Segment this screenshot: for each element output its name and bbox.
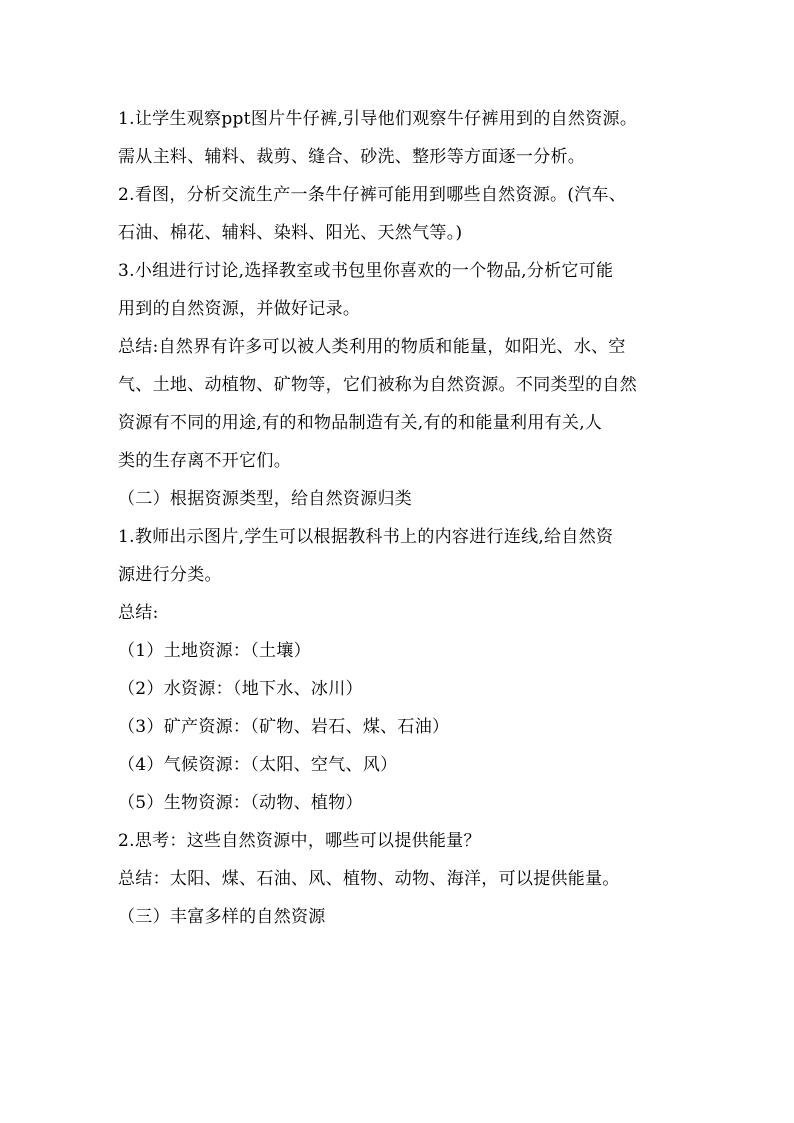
text-line-3: 2.看图，分析交流生产一条牛仔裤可能用到哪些自然资源。(汽车、 <box>118 185 627 205</box>
summary-energy-line: 总结：太阳、煤、石油、风、植物、动物、海洋，可以提供能量。 <box>118 869 620 889</box>
text-line-4: 石油、棉花、辅料、染料、阳光、天然气等。) <box>118 223 463 243</box>
text-line-6: 用到的自然资源，并做好记录。 <box>118 299 361 319</box>
text-line-1: 1.让学生观察ppt图片牛仔裤,引导他们观察牛仔裤用到的自然资源。 <box>118 109 638 129</box>
section-heading-2: （二）根据资源类型，给自然资源归类 <box>118 489 413 509</box>
summary-line-3: 资源有不同的用途,有的和物品制造有关,有的和能量利用有关,人 <box>118 413 603 433</box>
document-body <box>118 100 718 936</box>
section-heading-3: （三）丰富多样的自然资源 <box>118 907 326 927</box>
summary-line-1: 总结:自然界有许多可以被人类利用的物质和能量，如阳光、水、空 <box>118 337 626 357</box>
text-line-5: 3.小组进行讨论,选择教室或书包里你喜欢的一个物品,分析它可能 <box>118 261 614 281</box>
list-item-4: （4）气候资源：（太阳、空气、风） <box>118 755 398 775</box>
question-line: 2.思考：这些自然资源中，哪些可以提供能量？ <box>118 831 481 851</box>
list-item-5: （5）生物资源：（动物、植物） <box>118 793 363 813</box>
summary-line-4: 类的生存离不开它们。 <box>118 451 291 471</box>
text-line-7: 1.教师出示图片,学生可以根据教科书上的内容进行连线,给自然资 <box>118 527 614 547</box>
summary-label: 总结: <box>118 603 159 623</box>
text-line-2: 需从主料、辅料、裁剪、缝合、砂洗、整形等方面逐一分析。 <box>118 147 586 167</box>
summary-line-2: 气、土地、动植物、矿物等，它们被称为自然资源。不同类型的自然 <box>118 375 637 395</box>
list-item-1: （1）土地资源：（土壤） <box>118 641 311 661</box>
text-line-8: 源进行分类。 <box>118 565 222 585</box>
list-item-2: （2）水资源：（地下水、冰川） <box>118 679 363 699</box>
list-item-3: （3）矿产资源：（矿物、岩石、煤、石油） <box>118 717 450 737</box>
